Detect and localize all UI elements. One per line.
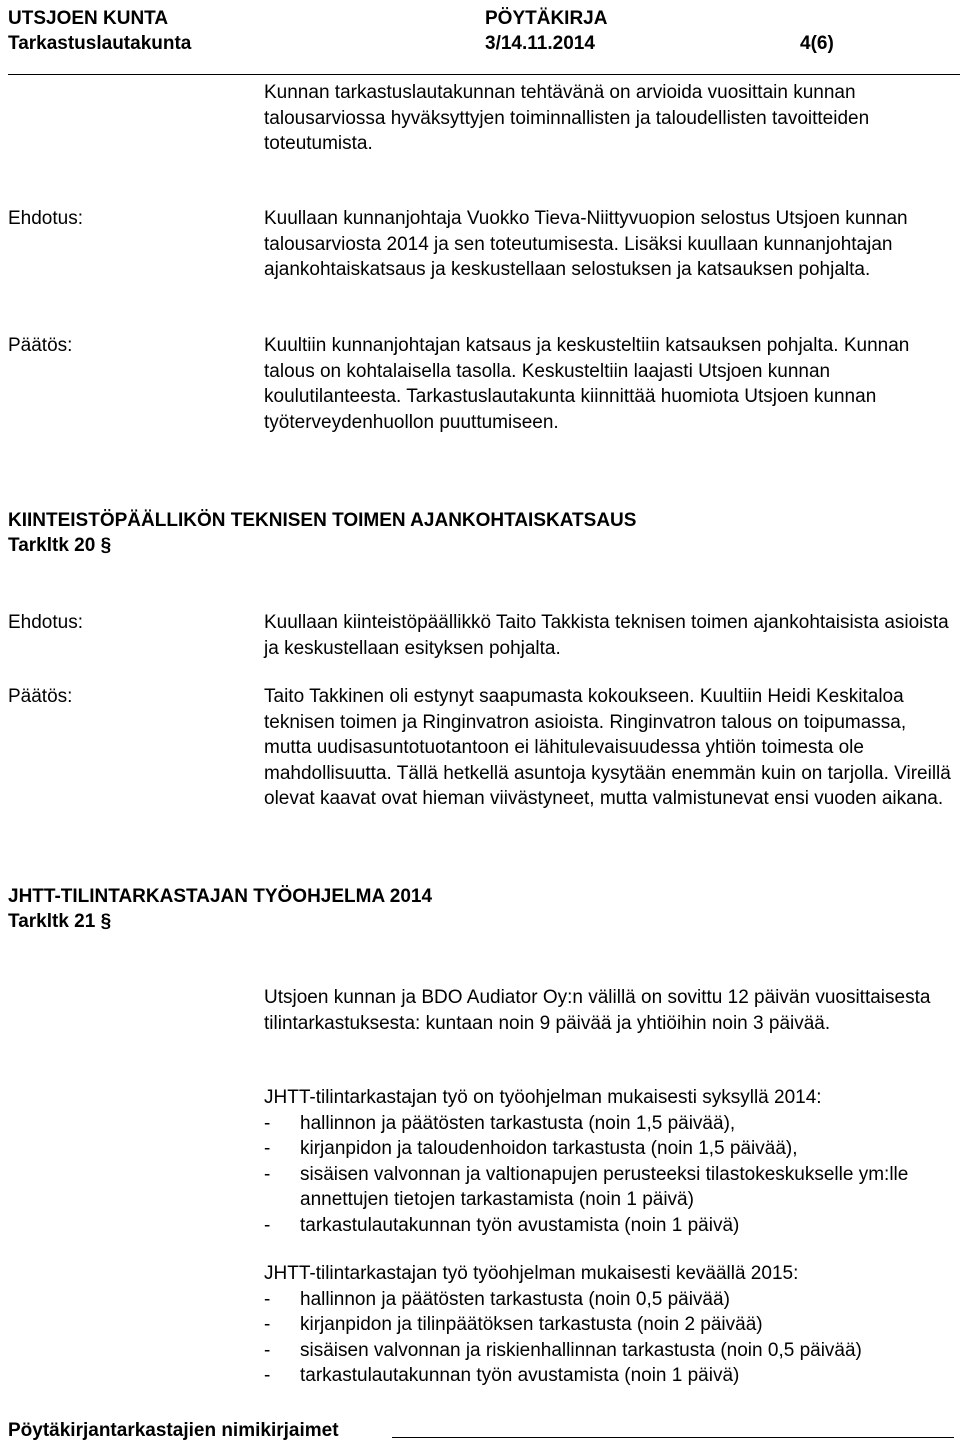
header-divider (8, 74, 960, 75)
proposal-label: Ehdotus: (8, 208, 83, 229)
list-item (264, 1338, 954, 1364)
proposal-text: Kuullaan kiinteistöpäällikkö Taito Takkista teknisen toimen ajankohtaisista asioista ja keskustellaan esityksen pohjalta. (264, 612, 949, 659)
list-item (264, 1136, 954, 1162)
list-item (264, 1162, 954, 1213)
section-title: JHTT-TILINTARKASTAJAN TYÖOHJELMA 2014 (8, 886, 433, 907)
body-name: Tarkastuslautakunta (8, 33, 192, 54)
list-item-text: tarkastulautakunnan työn avustamista (noin 1 päivä) (300, 1365, 740, 1386)
dash: - (264, 1288, 271, 1310)
dash: - (264, 1365, 271, 1386)
section-ref-text: Tarkltk 21 (8, 911, 96, 932)
intro-paragraph: Kunnan tarkastuslautakunnan tehtävänä on arvioida vuosittain kunnan talousarviossa hyväksyttyjen toiminnallisten ja taloudellisten tavoitteiden toteutumista. (264, 82, 870, 154)
plan-2014-list (264, 1111, 954, 1239)
list-item-text: tarkastulautakunnan työn avustamista (noin 1 päivä) (300, 1214, 740, 1236)
list-item-text: hallinnon ja päätösten tarkastusta (noin 1,5 päivää), (300, 1112, 736, 1134)
plan-2015-title: JHTT-tilintarkastajan työ työohjelman mukaisesti keväällä 2015: (264, 1263, 799, 1284)
section-ref (8, 909, 111, 935)
doc-type: PÖYTÄKIRJA (485, 8, 608, 29)
list-item (264, 1287, 954, 1313)
initials-line (392, 1437, 954, 1438)
list-item-text: sisäisen valvonnan ja riskienhallinnan tarkastusta (noin 0,5 päivää) (300, 1339, 862, 1361)
decision-label: Päätös: (8, 686, 73, 707)
page-number: 4(6) (800, 33, 834, 54)
section-title: KIINTEISTÖPÄÄLLIKÖN TEKNISEN TOIMEN AJANKOHTAISKATSAUS (8, 510, 637, 531)
decision-label: Päätös: (8, 335, 73, 356)
dash: - (264, 1163, 271, 1185)
list-item (264, 1111, 954, 1137)
proposal-label: Ehdotus: (8, 612, 83, 633)
section-ref-text: Tarkltk 20 (8, 535, 96, 556)
plan-2015-list (264, 1287, 954, 1389)
audit-intro: Utsjoen kunnan ja BDO Audiator Oy:n välillä on sovittu 12 päivän vuosittaisesta tilintarkastuksesta: kuntaan noin 9 päivää ja yhtiöihin noin 3 päivää. (264, 987, 931, 1034)
org-name: UTSJOEN KUNTA (8, 8, 169, 29)
section-ref (8, 533, 111, 559)
plan-2014-title: JHTT-tilintarkastajan työ on työohjelman mukaisesti syksyllä 2014: (264, 1087, 822, 1108)
footer-initials-label: Pöytäkirjantarkastajien nimikirjaimet (8, 1420, 339, 1441)
list-item-text: sisäisen valvonnan ja valtionapujen perusteeksi tilastokeskukselle ym:lle annettujen tietojen tarkastamista (noin 1 päivä) (300, 1163, 909, 1210)
list-item-text: kirjanpidon ja taloudenhoidon tarkastusta (noin 1,5 päivää), (300, 1138, 798, 1159)
plan-2014 (264, 1085, 954, 1238)
list-item (264, 1213, 954, 1239)
list-item (264, 1363, 954, 1389)
decision-text: Taito Takkinen oli estynyt saapumasta kokoukseen. Kuultiin Heidi Keskitaloa teknisen toimen ja Ringinvatron asioista. Ringinvatron talous on toipumassa, mutta uudisasuntotuotantoon ei lähitulevaisuudessa yhtiön toimesta ole mahdollisuutta. Tällä hetkellä asuntoja kysytään enemmän kuin on tarjolla. Vireillä olevat kaavat ovat hieman viivästyneet, mutta valmistunevat ensi vuoden aikana. (264, 686, 951, 809)
plan-2015 (264, 1261, 954, 1389)
list-item-text: kirjanpidon ja tilinpäätöksen tarkastusta (noin 2 päivää) (300, 1314, 763, 1335)
dash: - (264, 1339, 271, 1361)
dash: - (264, 1214, 271, 1236)
list-item (264, 1312, 954, 1338)
section-sign: § (100, 911, 112, 932)
dash: - (264, 1138, 271, 1159)
list-item-text: hallinnon ja päätösten tarkastusta (noin 0,5 päivää) (300, 1288, 730, 1310)
section-sign: § (100, 535, 112, 556)
proposal-text: Kuullaan kunnanjohtaja Vuokko Tieva-Niittyvuopion selostus Utsjoen kunnan talousarviosta 2014 ja sen toteutumisesta. Lisäksi kuullaan kunnanjohtajan ajankohtaiskatsaus ja keskustellaan selostuksen ja katsauksen pohjalta. (264, 208, 908, 280)
meeting-number: 3/14.11.2014 (485, 33, 595, 54)
dash: - (264, 1314, 271, 1335)
dash: - (264, 1112, 271, 1134)
decision-text: Kuultiin kunnanjohtajan katsaus ja keskusteltiin katsauksen pohjalta. Kunnan talous on kohtalaisella tasolla. Keskusteltiin laajasti Utsjoen kunnan koulutilanteesta. Tarkastuslautakunta kiinnittää huomiota Utsjoen kunnan työterveydenhuollon puuttumiseen. (264, 335, 910, 433)
